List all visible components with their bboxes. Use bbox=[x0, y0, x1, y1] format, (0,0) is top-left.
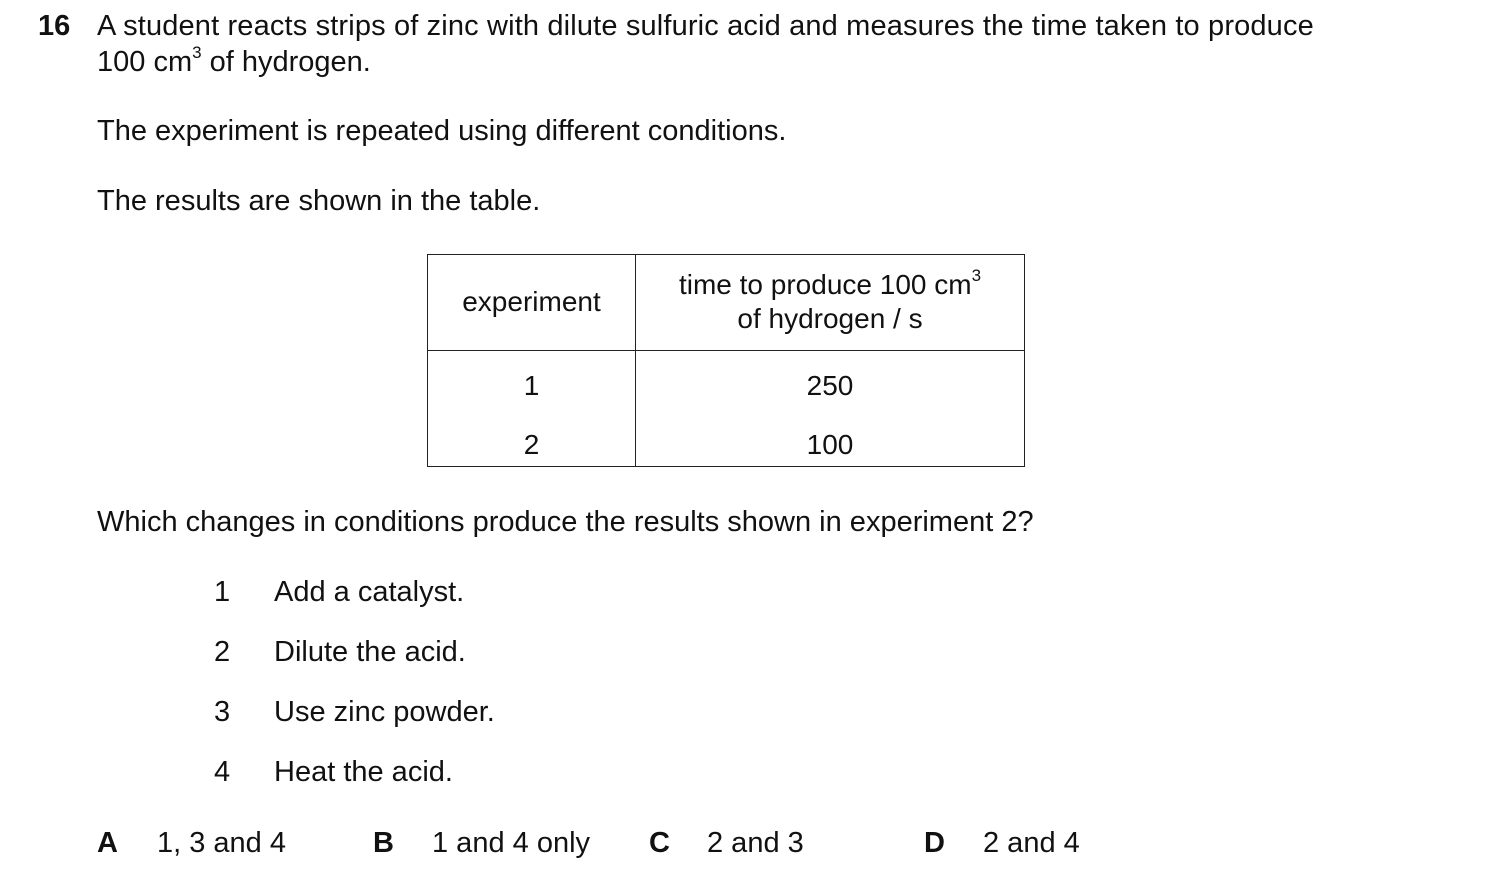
table-header-divider bbox=[428, 350, 1024, 351]
option-b-text[interactable]: 1 and 4 only bbox=[432, 827, 591, 859]
table-header-time-line2: of hydrogen / s bbox=[737, 303, 923, 334]
intro-superscript: 3 bbox=[192, 43, 202, 62]
table-row-1-experiment: 1 bbox=[523, 370, 540, 401]
question-number: 16 bbox=[38, 10, 71, 42]
table-header-time bbox=[635, 268, 1025, 336]
option-c-text[interactable]: 2 and 3 bbox=[707, 827, 804, 859]
change-text-4: Heat the acid. bbox=[274, 756, 453, 788]
intro-tail: of hydrogen. bbox=[201, 46, 371, 78]
option-a-letter[interactable]: A bbox=[97, 827, 118, 859]
change-text-3: Use zinc powder. bbox=[274, 696, 495, 728]
change-text-2: Dilute the acid. bbox=[274, 636, 466, 668]
header-time-text: time to produce 100 cm bbox=[678, 269, 972, 300]
question-intro-line1: A student reacts strips of zinc with dilute sulfuric acid and measures the time taken to produce bbox=[97, 10, 1314, 42]
option-c-letter[interactable]: C bbox=[649, 827, 670, 859]
repeat-statement: The experiment is repeated using different conditions. bbox=[97, 115, 787, 147]
results-statement: The results are shown in the table. bbox=[97, 185, 541, 217]
change-number-4: 4 bbox=[214, 756, 231, 788]
change-number-3: 3 bbox=[214, 696, 231, 728]
table-row-2-experiment: 2 bbox=[523, 429, 540, 460]
intro-quantity: 100 cm bbox=[97, 46, 193, 78]
table-row-2-time: 100 bbox=[806, 429, 854, 460]
option-d-letter[interactable]: D bbox=[924, 827, 945, 859]
table-row-1-time: 250 bbox=[806, 370, 854, 401]
results-table bbox=[427, 254, 1025, 467]
question-prompt: Which changes in conditions produce the results shown in experiment 2? bbox=[97, 506, 1034, 538]
change-text-1: Add a catalyst. bbox=[274, 576, 465, 608]
change-number-2: 2 bbox=[214, 636, 231, 668]
header-superscript: 3 bbox=[971, 266, 982, 285]
option-a-text[interactable]: 1, 3 and 4 bbox=[157, 827, 286, 859]
change-number-1: 1 bbox=[214, 576, 231, 608]
question-intro-line2 bbox=[97, 44, 371, 80]
table-header-time-line1 bbox=[635, 268, 1025, 302]
table-header-experiment: experiment bbox=[462, 286, 601, 317]
option-b-letter[interactable]: B bbox=[373, 827, 394, 859]
option-d-text[interactable]: 2 and 4 bbox=[983, 827, 1080, 859]
